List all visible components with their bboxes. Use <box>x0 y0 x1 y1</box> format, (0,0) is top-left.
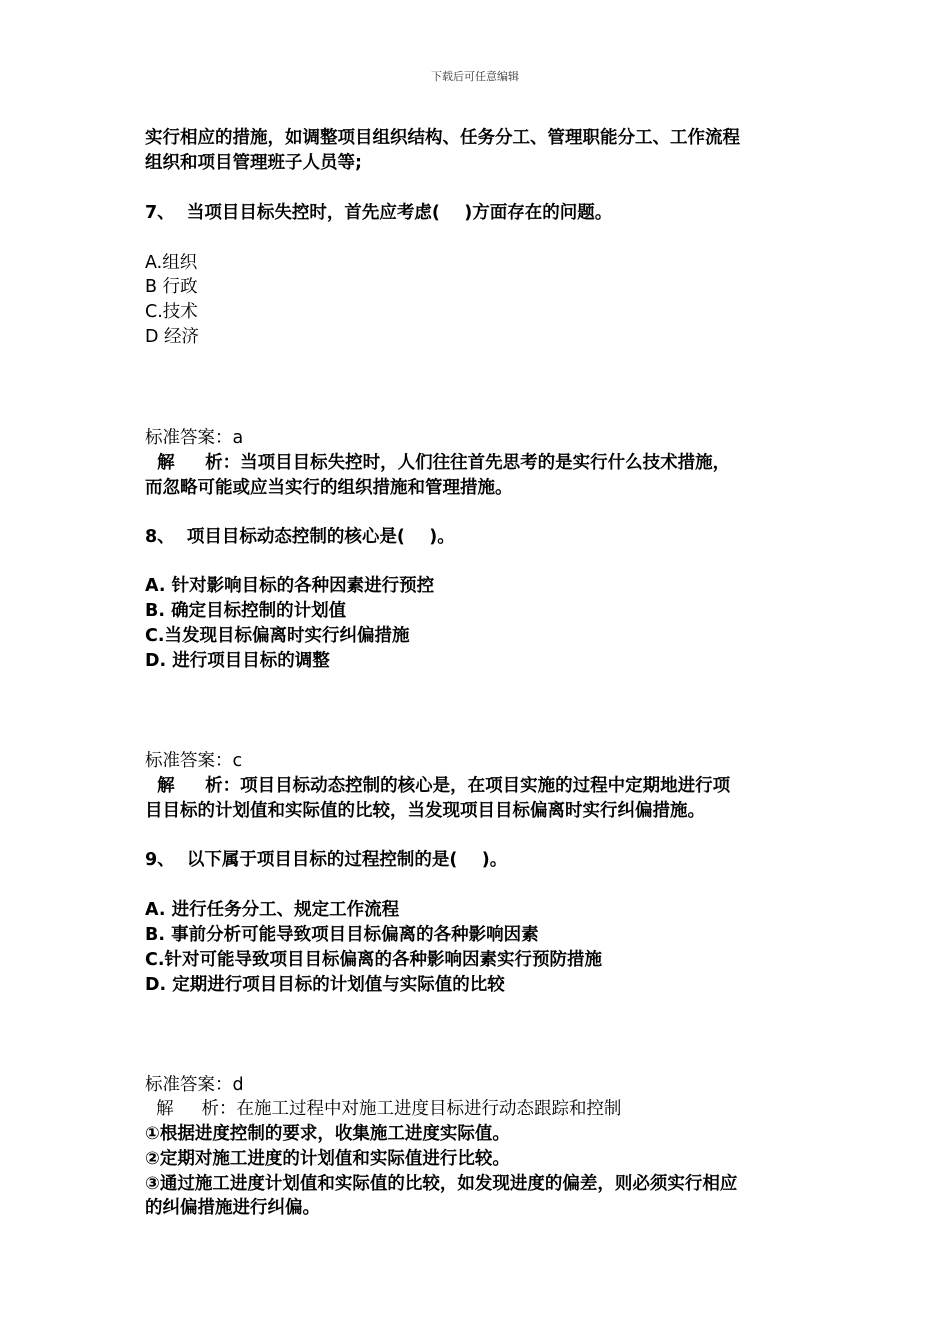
question-9-stem: 9、 以下属于项目目标的过程控制的是( )。 <box>145 850 508 870</box>
question-8-analysis-line-1: 解 析：项目目标动态控制的核心是，在项目实施的过程中定期地进行项 <box>145 776 731 796</box>
question-8-option-d: D. 进行项目目标的调整 <box>145 651 330 671</box>
question-8-answer: 标准答案：c <box>145 751 243 771</box>
question-9-answer: 标准答案：d <box>145 1075 244 1095</box>
question-9-option-b: B. 事前分析可能导致项目目标偏离的各种影响因素 <box>145 925 539 945</box>
question-9-analysis-line-2: ①根据进度控制的要求，收集施工进度实际值。 <box>145 1124 510 1144</box>
question-7-analysis-line-1: 解 析：当项目目标失控时，人们往往首先思考的是实行什么技术措施， <box>145 453 731 473</box>
question-8-option-b: B. 确定目标控制的计划值 <box>145 601 347 621</box>
question-8-option-a: A. 针对影响目标的各种因素进行预控 <box>145 576 435 596</box>
page-header: 下载后可任意编辑 <box>431 70 519 83</box>
question-9-analysis-line-1: 解 析：在施工过程中对施工进度目标进行动态跟踪和控制 <box>145 1099 622 1119</box>
question-7-analysis-line-2: 而忽略可能或应当实行的组织措施和管理措施。 <box>145 478 513 498</box>
intro-line-1: 实行相应的措施，如调整项目组织结构、任务分工、管理职能分工、工作流程 <box>145 128 740 148</box>
question-7-option-b: B 行政 <box>145 277 198 297</box>
question-8-analysis-line-2: 目目标的计划值和实际值的比较，当发现项目目标偏离时实行纠偏措施。 <box>145 801 705 821</box>
question-9-analysis-line-4: ③通过施工进度计划值和实际值的比较，如发现进度的偏差，则必须实行相应 <box>145 1174 738 1194</box>
question-9-analysis-line-3: ②定期对施工进度的计划值和实际值进行比较。 <box>145 1149 510 1169</box>
question-7-option-a: A.组织 <box>145 253 198 273</box>
question-9-option-a: A. 进行任务分工、规定工作流程 <box>145 900 400 920</box>
question-8-option-c: C.当发现目标偏离时实行纠偏措施 <box>145 626 410 646</box>
question-8-stem: 8、 项目目标动态控制的核心是( )。 <box>145 527 455 547</box>
question-9-option-d: D. 定期进行项目目标的计划值与实际值的比较 <box>145 975 505 995</box>
question-7-option-d: D 经济 <box>145 327 200 347</box>
question-7-answer: 标准答案：a <box>145 428 244 448</box>
question-9-option-c: C.针对可能导致项目目标偏离的各种影响因素实行预防措施 <box>145 950 602 970</box>
intro-line-2: 组织和项目管理班子人员等; <box>145 153 362 173</box>
question-7-stem: 7、 当项目目标失控时，首先应考虑( )方面存在的问题。 <box>145 203 613 223</box>
question-7-option-c: C.技术 <box>145 302 198 322</box>
question-9-analysis-line-5: 的纠偏措施进行纠偏。 <box>145 1198 320 1218</box>
